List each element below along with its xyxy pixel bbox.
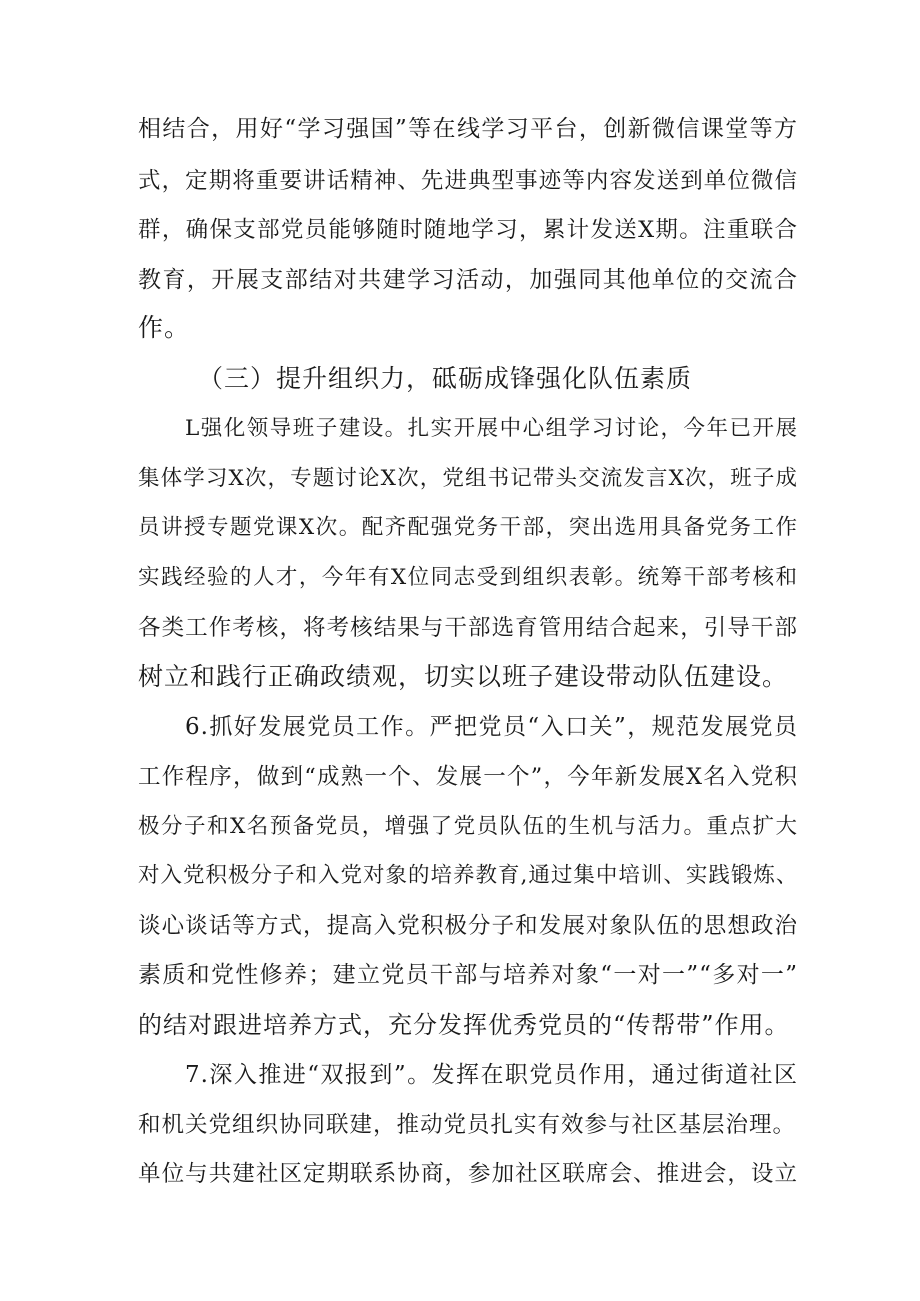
paragraph-line: 谈心谈话等方式，提高入党积极分子和发展对象队伍的思想政治 xyxy=(138,913,798,939)
paragraph-line: 教育，开展支部结对共建学习活动，加强同其他单位的交流合 xyxy=(138,267,798,293)
paragraph-line: 对入党积极分子和入党对象的培养教育,通过集中培训、实践锻炼、 xyxy=(138,863,799,888)
paragraph-line: 作。 xyxy=(138,313,191,342)
paragraph-line: 相结合，用好“学习强国”等在线学习平台，创新微信课堂等方 xyxy=(138,116,798,142)
paragraph-line: 工作程序，做到“成熟一个、发展一个”，今年新发展X名入党积 xyxy=(138,764,798,790)
paragraph-line: 树立和践行正确政绩观，切实以班子建设带动队伍建设。 xyxy=(138,662,789,691)
paragraph-first-line: 6.抓好发展党员工作。严把党员“入口关”，规范发展党员 xyxy=(185,714,798,740)
paragraph-line: 单位与共建社区定期联系协商，参加社区联席会、推进会，设立 xyxy=(138,1161,798,1187)
paragraph-line: 群，确保支部党员能够随时随地学习，累计发送X期。注重联合 xyxy=(138,217,798,243)
paragraph-first-line: L强化领导班子建设。扎实开展中心组学习讨论，今年已开展 xyxy=(185,416,798,441)
paragraph-line: 员讲授专题党课X次。配齐配强党务干部，突出选用具备党务工作 xyxy=(138,515,798,540)
paragraph-line: 集体学习X次，专题讨论X次，党组书记带头交流发言X次，班子成 xyxy=(138,466,798,491)
paragraph-line: 式，定期将重要讲话精神、先进典型事迹等内容发送到单位微信 xyxy=(138,168,798,194)
paragraph-line: 素质和党性修养；建立党员干部与培养对象“一对一”“多对一” xyxy=(138,962,798,988)
paragraph-line: 实践经验的人才，今年有X位同志受到组织表彰。统筹干部考核和 xyxy=(138,565,798,590)
paragraph-line: 和机关党组织协同联建，推动党员扎实有效参与社区基层治理。 xyxy=(138,1112,797,1138)
section-heading: （三）提升组织力，砥砺成锋强化队伍素质 xyxy=(198,364,693,393)
paragraph-line: 各类工作考核，将考核结果与干部选育管用结合起来，引导干部 xyxy=(138,615,798,641)
paragraph-line: 的结对跟进培养方式，充分发挥优秀党员的“传帮带”作用。 xyxy=(138,1011,790,1039)
paragraph-line: 极分子和X名预备党员，增强了党员队伍的生机与活力。重点扩大 xyxy=(138,814,798,839)
paragraph-first-line: 7.深入推进“双报到”。发挥在职党员作用，通过街道社区 xyxy=(185,1062,798,1088)
